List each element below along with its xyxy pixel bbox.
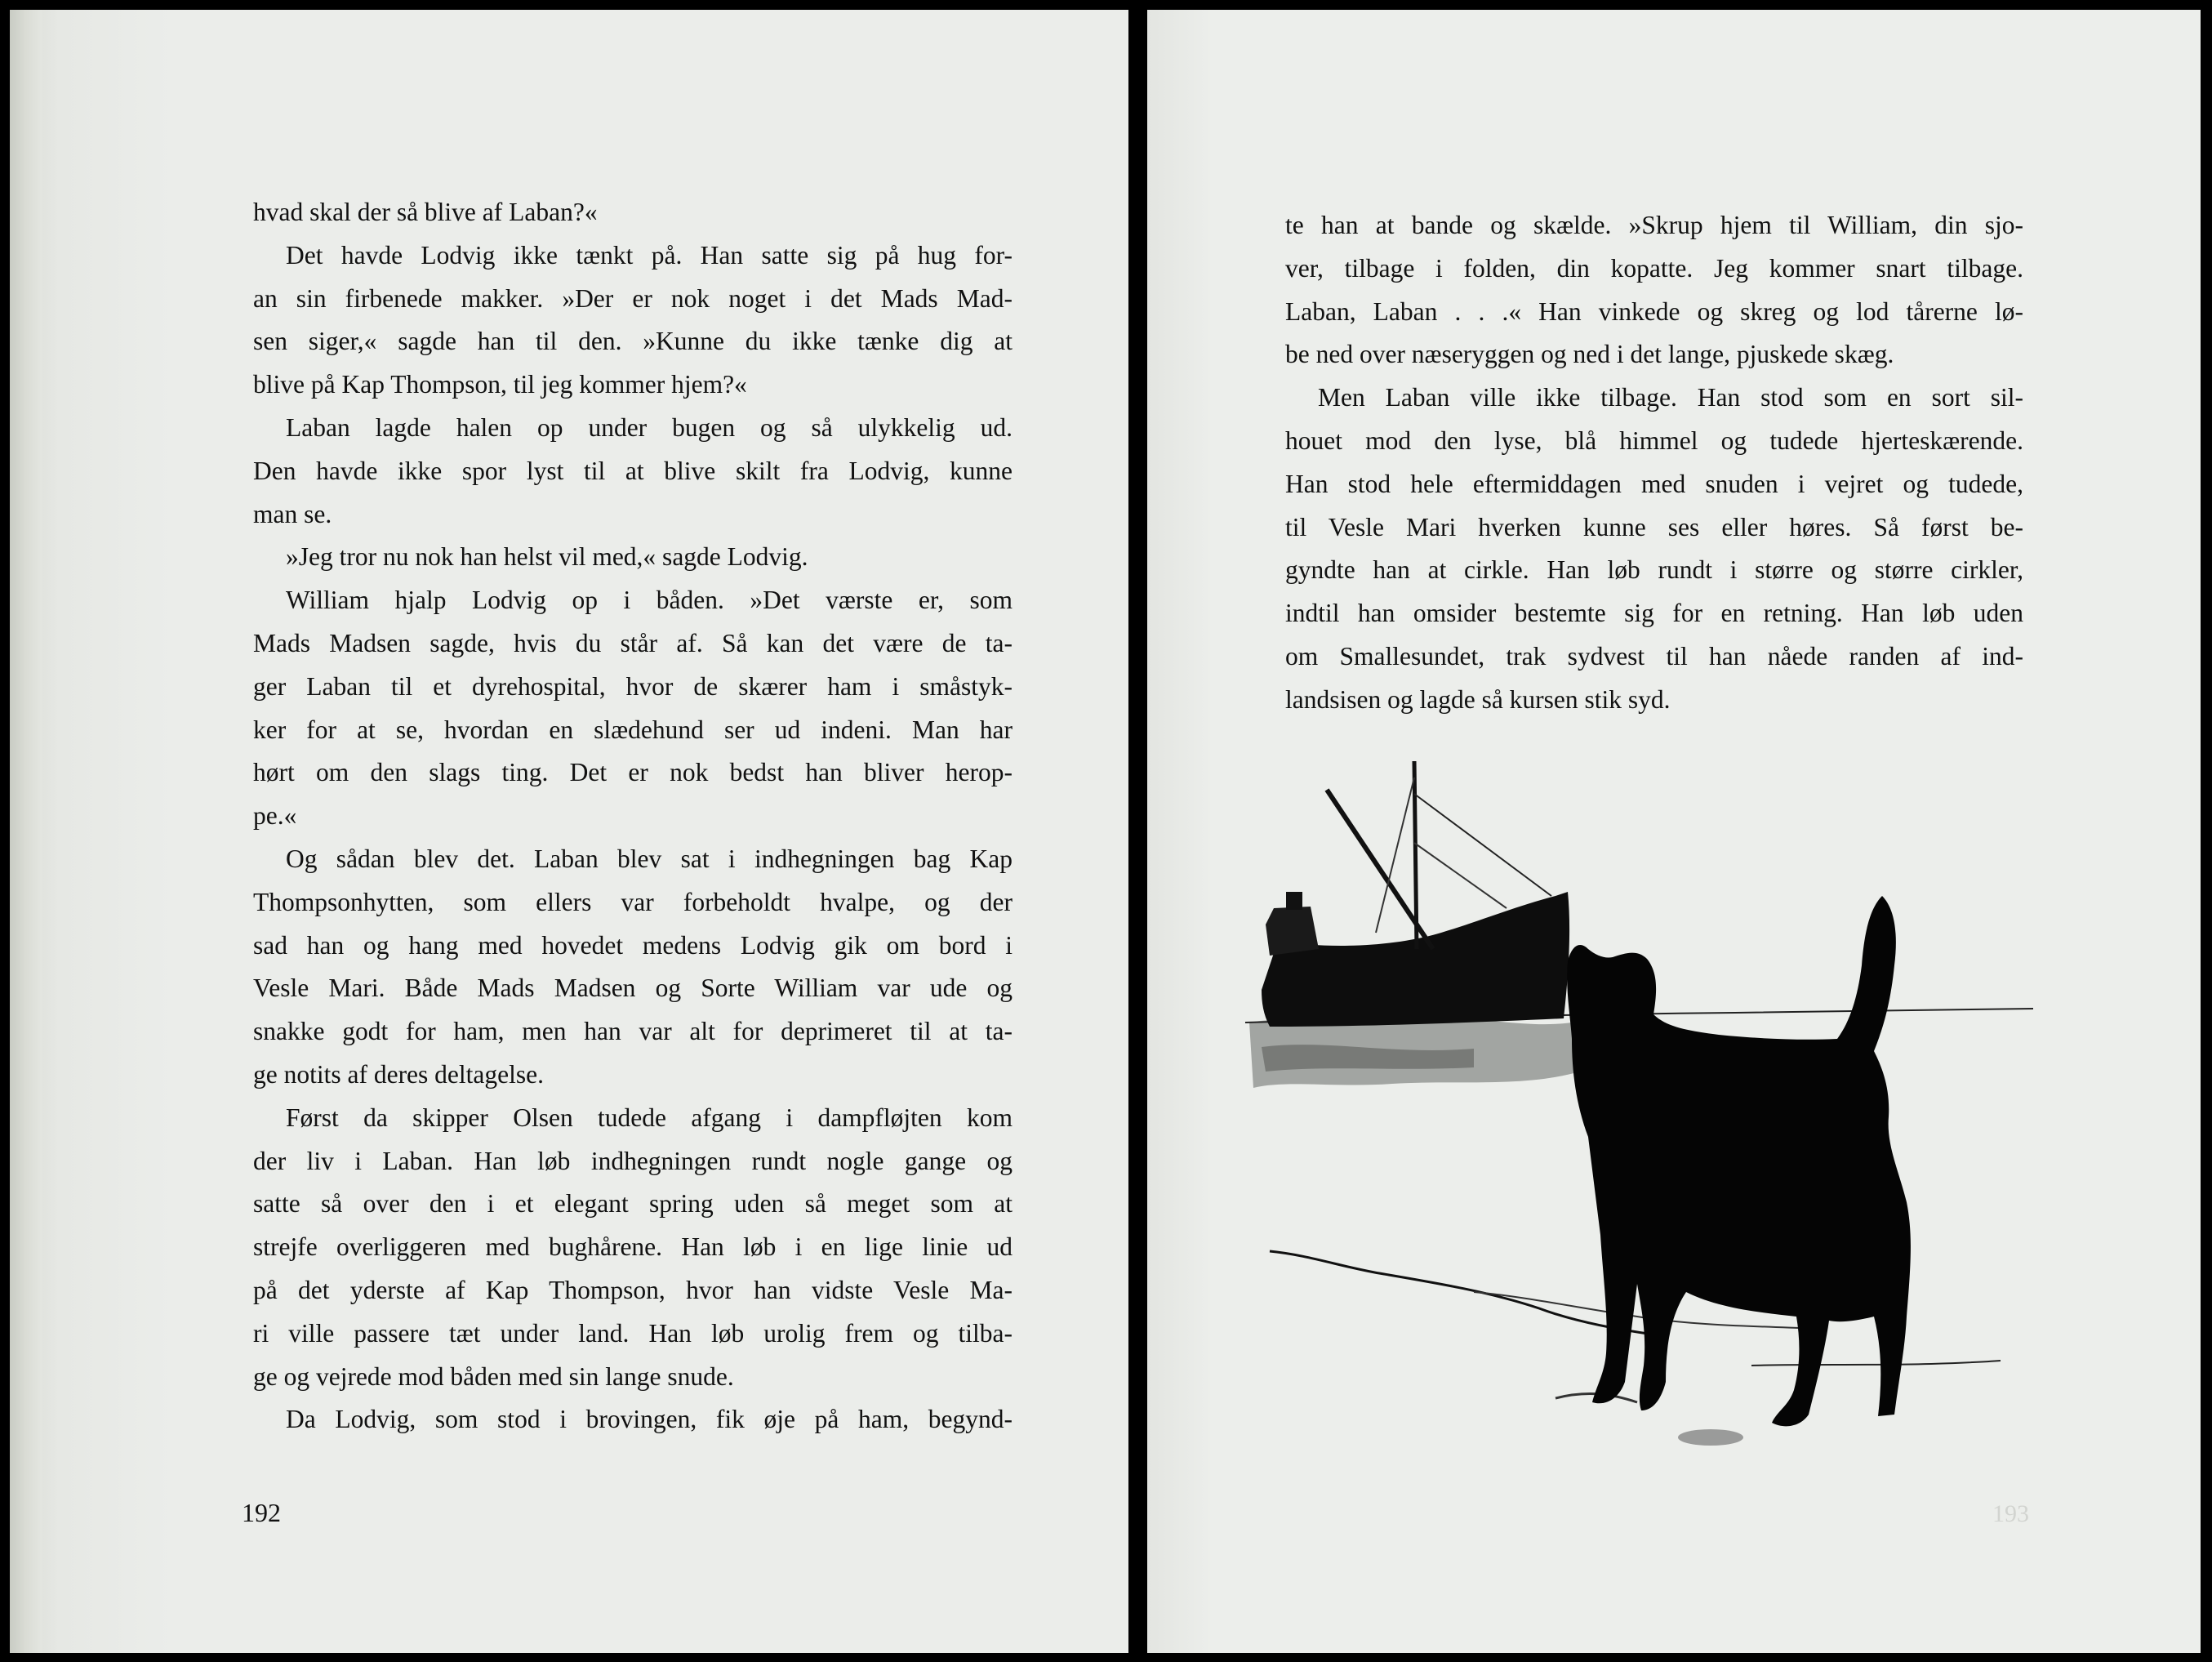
- text-line: satte så over den i et elegant spring uden så meget som at: [253, 1189, 1013, 1219]
- text-line: Først da skipper Olsen tudede afgang i dampfløjten kom: [286, 1103, 1013, 1132]
- page-number: 192: [242, 1498, 281, 1527]
- text-line: man se.: [253, 499, 332, 528]
- text-line: der liv i Laban. Han løb indhegningen rundt nogle gange og: [253, 1146, 1013, 1175]
- right-page-text: [1285, 204, 2023, 722]
- text-line: Det havde Lodvig ikke tænkt på. Han satte sig på hug for-: [286, 240, 1013, 270]
- text-line: te han at bande og skælde. »Skrup hjem til William, din sjo-: [1285, 211, 2023, 239]
- text-line: Men Laban ville ikke tilbage. Han stod som en sort sil-: [1318, 383, 2023, 412]
- text-line: be ned over næseryggen og ned i det lange, pjuskede skæg.: [1285, 340, 1894, 369]
- right-page: [1147, 10, 2201, 1653]
- text-line: gyndte han at cirkle. Han løb rundt i større og større cirkler,: [1285, 555, 2023, 585]
- text-line: Vesle Mari. Både Mads Madsen og Sorte William var ude og: [253, 974, 1013, 1003]
- text-line: ger Laban til et dyrehospital, hvor de skærer ham i småstyk-: [253, 671, 1013, 701]
- text-line: ker for at se, hvordan en slædehund ser ud indeni. Man har: [253, 715, 1013, 744]
- text-line: strejfe overliggeren med bughårene. Han løb i en lige linie ud: [253, 1232, 1013, 1262]
- text-line: ver, tilbage i folden, din kopatte. Jeg kommer snart tilbage.: [1285, 253, 2023, 283]
- faint-page-number: 193: [1992, 1500, 2029, 1527]
- text-line: hørt om den slags ting. Det er nok bedst han bliver herop-: [253, 758, 1013, 787]
- text-line: indtil han omsider bestemte sig for en retning. Han løb uden: [1285, 599, 2023, 628]
- left-page: [10, 10, 1128, 1653]
- page-edge: [10, 10, 42, 1653]
- text-line: sad han og hang med hovedet medens Lodvig gik om bord i: [253, 930, 1013, 960]
- text-line: på det yderste af Kap Thompson, hvor han vidste Vesle Ma-: [253, 1275, 1013, 1304]
- text-line: Laban lagde halen op under bugen og så ulykkelig ud.: [286, 412, 1013, 442]
- text-line: ge og vejrede mod båden med sin lange snude.: [253, 1361, 734, 1391]
- text-line: om Smallesundet, trak sydvest til han nåede randen af ind-: [1285, 641, 2023, 671]
- text-line: ri ville passere tæt under land. Han løb urolig frem og tilba-: [253, 1318, 1013, 1348]
- left-page-text: [253, 191, 1013, 1441]
- text-line: pe.«: [253, 801, 297, 831]
- text-line: Da Lodvig, som stod i brovingen, fik øje på ham, begynd-: [286, 1405, 1013, 1434]
- text-line: Og sådan blev det. Laban blev sat i indhegningen bag Kap: [286, 844, 1013, 873]
- text-line: sen siger,« sagde han til den. »Kunne du ikke tænke dig at: [253, 327, 1013, 356]
- text-line: Han stod hele eftermiddagen med snuden i vejret og tudede,: [1285, 469, 2023, 498]
- text-line: houet mod den lyse, blå himmel og tudede hjerteskærende.: [1285, 426, 2023, 455]
- dog-and-ship-illustration: [1229, 745, 2045, 1480]
- text-line: an sin firbenede makker. »Der er nok noget i det Mads Mad-: [253, 283, 1013, 313]
- text-line: Thompsonhytten, som ellers var forbeholdt hvalpe, og der: [253, 887, 1013, 916]
- text-line: landsisen og lagde så kursen stik syd.: [1285, 684, 1671, 714]
- text-line: blive på Kap Thompson, til jeg kommer hjem?«: [253, 370, 747, 399]
- text-line: Den havde ikke spor lyst til at blive skilt fra Lodvig, kunne: [253, 456, 1013, 485]
- text-line: »Jeg tror nu nok han helst vil med,« sagde Lodvig.: [286, 542, 808, 572]
- text-line: Laban, Laban . . .« Han vinkede og skreg og lod tårerne lø-: [1285, 296, 2023, 326]
- text-line: hvad skal der så blive af Laban?«: [253, 198, 598, 226]
- text-line: William hjalp Lodvig op i båden. »Det værste er, som: [286, 586, 1013, 615]
- text-line: til Vesle Mari hverken kunne ses eller høres. Så først be-: [1285, 512, 2023, 541]
- text-line: snakke godt for ham, men han var alt for deprimeret til at ta-: [253, 1017, 1013, 1046]
- text-line: ge notits af deres deltagelse.: [253, 1059, 544, 1089]
- text-line: Mads Madsen sagde, hvis du står af. Så kan det være de ta-: [253, 628, 1013, 657]
